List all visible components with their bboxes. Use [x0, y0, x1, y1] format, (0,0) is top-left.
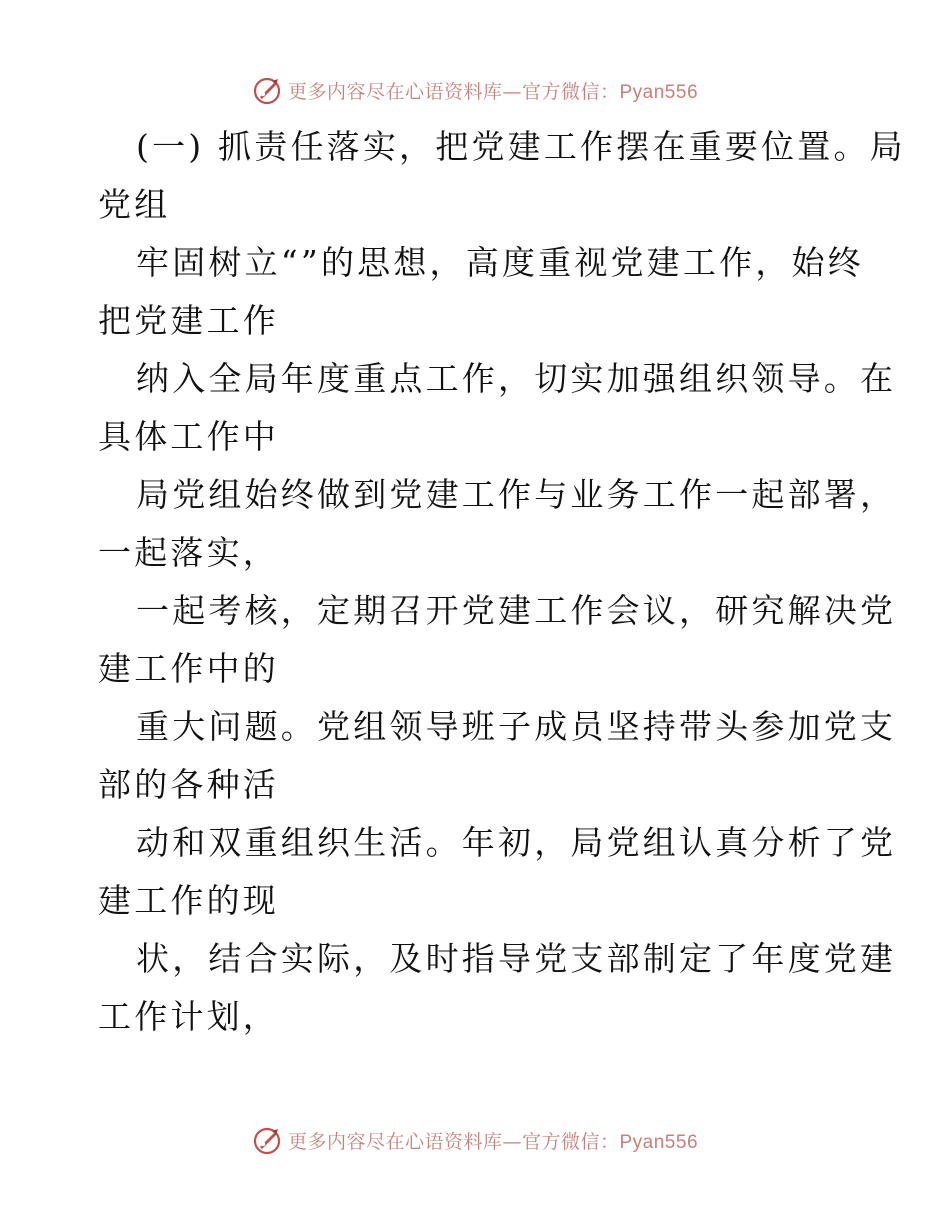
watermark-id: Pyan556 [619, 1131, 699, 1153]
quill-pen-logo-icon [252, 1125, 282, 1155]
watermark-id: Pyan556 [619, 81, 699, 103]
text-line: 建工作中的 [98, 649, 279, 688]
text-line: 部的各种活 [98, 765, 279, 804]
text-line: 建工作的现 [98, 881, 279, 920]
text-line: 把党建工作 [98, 301, 279, 340]
body-text [98, 118, 906, 1046]
text-line: 动和双重组织生活。年初，局党组认真分析了党 [136, 823, 897, 862]
text-line: 工作计划， [98, 997, 279, 1036]
text-line: 一起考核，定期召开党建工作会议，研究解决党 [136, 591, 897, 630]
text-line: 牢固树立“”的思想，高度重视党建工作，始终 [136, 243, 864, 282]
text-line: 具体工作中 [98, 417, 279, 456]
text-line: (一) 抓责任落实，把党建工作摆在重要位置。局 [136, 127, 906, 166]
text-line: 一起落实， [98, 533, 279, 572]
text-line: 状，结合实际，及时指导党支部制定了年度党建 [136, 939, 897, 978]
text-line: 局党组始终做到党建工作与业务工作一起部署， [136, 475, 897, 514]
footer-watermark [0, 1120, 950, 1160]
header-watermark [0, 70, 950, 110]
watermark-text: 更多内容尽在心语资料库—官方微信：Pyan556 [287, 80, 699, 103]
text-line: 纳入全局年度重点工作，切实加强组织领导。在 [136, 359, 897, 398]
quill-pen-logo-icon [252, 75, 282, 105]
text-line: 重大问题。党组领导班子成员坚持带头参加党支 [136, 707, 897, 746]
watermark-text: 更多内容尽在心语资料库—官方微信：Pyan556 [287, 1130, 699, 1153]
text-line: 党组 [98, 185, 171, 224]
